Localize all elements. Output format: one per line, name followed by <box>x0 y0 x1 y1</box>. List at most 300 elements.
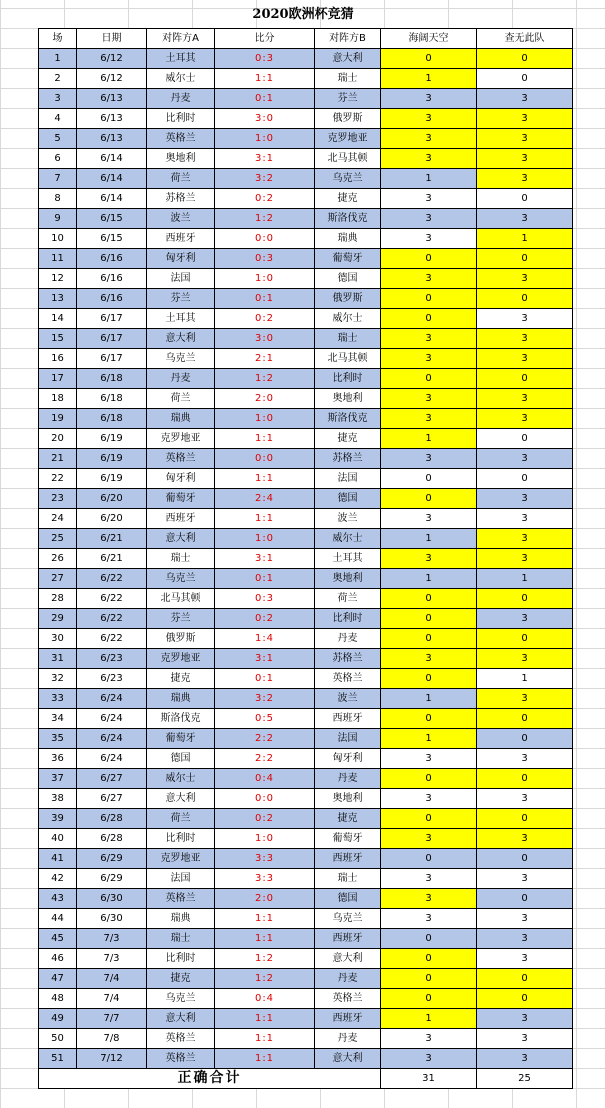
team-b-cell[interactable]: 德国 <box>315 489 381 509</box>
score-cell[interactable]: 3:3 <box>215 849 315 869</box>
match-number-cell[interactable]: 24 <box>39 509 77 529</box>
player2-points-cell[interactable]: 0 <box>477 849 573 869</box>
score-cell[interactable]: 3:1 <box>215 149 315 169</box>
date-cell[interactable]: 6/22 <box>77 629 147 649</box>
date-cell[interactable]: 6/20 <box>77 489 147 509</box>
team-a-cell[interactable]: 芬兰 <box>147 609 215 629</box>
team-a-cell[interactable]: 丹麦 <box>147 89 215 109</box>
match-number-cell[interactable]: 39 <box>39 809 77 829</box>
score-cell[interactable]: 1:1 <box>215 929 315 949</box>
team-a-cell[interactable]: 克罗地亚 <box>147 649 215 669</box>
team-a-cell[interactable]: 英格兰 <box>147 889 215 909</box>
team-b-cell[interactable]: 法国 <box>315 729 381 749</box>
score-cell[interactable]: 1:2 <box>215 969 315 989</box>
header-cell-team-b[interactable]: 对阵方B <box>315 29 381 49</box>
date-cell[interactable]: 6/22 <box>77 589 147 609</box>
score-cell[interactable]: 3:0 <box>215 329 315 349</box>
match-number-cell[interactable]: 48 <box>39 989 77 1009</box>
score-cell[interactable]: 1:0 <box>215 529 315 549</box>
score-cell[interactable]: 1:0 <box>215 829 315 849</box>
team-b-cell[interactable]: 俄罗斯 <box>315 109 381 129</box>
score-cell[interactable]: 0:3 <box>215 49 315 69</box>
player2-points-cell[interactable]: 3 <box>477 749 573 769</box>
player2-points-cell[interactable]: 3 <box>477 1049 573 1069</box>
date-cell[interactable]: 6/23 <box>77 669 147 689</box>
player1-points-cell[interactable]: 0 <box>381 309 477 329</box>
score-cell[interactable]: 3:3 <box>215 869 315 889</box>
team-b-cell[interactable]: 意大利 <box>315 49 381 69</box>
player1-points-cell[interactable]: 3 <box>381 389 477 409</box>
date-cell[interactable]: 6/21 <box>77 549 147 569</box>
score-cell[interactable]: 1:1 <box>215 429 315 449</box>
team-a-cell[interactable]: 瑞典 <box>147 689 215 709</box>
match-number-cell[interactable]: 35 <box>39 729 77 749</box>
team-a-cell[interactable]: 英格兰 <box>147 129 215 149</box>
score-cell[interactable]: 1:0 <box>215 269 315 289</box>
date-cell[interactable]: 6/15 <box>77 229 147 249</box>
player1-points-cell[interactable]: 3 <box>381 1029 477 1049</box>
player1-points-cell[interactable]: 3 <box>381 829 477 849</box>
player1-points-cell[interactable]: 1 <box>381 69 477 89</box>
date-cell[interactable]: 6/21 <box>77 529 147 549</box>
match-number-cell[interactable]: 6 <box>39 149 77 169</box>
date-cell[interactable]: 7/8 <box>77 1029 147 1049</box>
player2-points-cell[interactable]: 0 <box>477 289 573 309</box>
match-number-cell[interactable]: 1 <box>39 49 77 69</box>
score-cell[interactable]: 1:1 <box>215 469 315 489</box>
player2-points-cell[interactable]: 0 <box>477 589 573 609</box>
header-cell-player2[interactable]: 查无此队 <box>477 29 573 49</box>
player2-points-cell[interactable]: 3 <box>477 929 573 949</box>
team-a-cell[interactable]: 意大利 <box>147 329 215 349</box>
team-b-cell[interactable]: 西班牙 <box>315 709 381 729</box>
team-b-cell[interactable]: 奥地利 <box>315 389 381 409</box>
date-cell[interactable]: 6/19 <box>77 449 147 469</box>
team-a-cell[interactable]: 瑞典 <box>147 909 215 929</box>
team-b-cell[interactable]: 乌克兰 <box>315 169 381 189</box>
player1-points-cell[interactable]: 0 <box>381 969 477 989</box>
match-number-cell[interactable]: 50 <box>39 1029 77 1049</box>
player1-points-cell[interactable]: 3 <box>381 549 477 569</box>
player1-points-cell[interactable]: 0 <box>381 849 477 869</box>
team-b-cell[interactable]: 捷克 <box>315 429 381 449</box>
team-a-cell[interactable]: 克罗地亚 <box>147 849 215 869</box>
date-cell[interactable]: 7/12 <box>77 1049 147 1069</box>
team-a-cell[interactable]: 土耳其 <box>147 309 215 329</box>
match-number-cell[interactable]: 14 <box>39 309 77 329</box>
match-number-cell[interactable]: 12 <box>39 269 77 289</box>
team-b-cell[interactable]: 捷克 <box>315 809 381 829</box>
player1-points-cell[interactable]: 1 <box>381 429 477 449</box>
team-b-cell[interactable]: 西班牙 <box>315 849 381 869</box>
player2-points-cell[interactable]: 3 <box>477 109 573 129</box>
team-b-cell[interactable]: 波兰 <box>315 689 381 709</box>
team-b-cell[interactable]: 瑞士 <box>315 869 381 889</box>
player1-points-cell[interactable]: 3 <box>381 749 477 769</box>
date-cell[interactable]: 6/24 <box>77 729 147 749</box>
player1-points-cell[interactable]: 3 <box>381 449 477 469</box>
player2-points-cell[interactable]: 3 <box>477 309 573 329</box>
team-b-cell[interactable]: 捷克 <box>315 189 381 209</box>
team-a-cell[interactable]: 匈牙利 <box>147 249 215 269</box>
team-b-cell[interactable]: 英格兰 <box>315 669 381 689</box>
score-cell[interactable]: 1:1 <box>215 69 315 89</box>
score-cell[interactable]: 0:1 <box>215 89 315 109</box>
team-b-cell[interactable]: 克罗地亚 <box>315 129 381 149</box>
date-cell[interactable]: 6/23 <box>77 649 147 669</box>
player1-points-cell[interactable]: 3 <box>381 229 477 249</box>
player2-points-cell[interactable]: 0 <box>477 709 573 729</box>
match-number-cell[interactable]: 15 <box>39 329 77 349</box>
player2-points-cell[interactable]: 0 <box>477 769 573 789</box>
player1-points-cell[interactable]: 1 <box>381 169 477 189</box>
player2-points-cell[interactable]: 0 <box>477 189 573 209</box>
team-a-cell[interactable]: 北马其顿 <box>147 589 215 609</box>
team-a-cell[interactable]: 丹麦 <box>147 369 215 389</box>
team-a-cell[interactable]: 芬兰 <box>147 289 215 309</box>
match-number-cell[interactable]: 9 <box>39 209 77 229</box>
date-cell[interactable]: 6/16 <box>77 249 147 269</box>
player2-points-cell[interactable]: 3 <box>477 649 573 669</box>
team-a-cell[interactable]: 英格兰 <box>147 1029 215 1049</box>
team-b-cell[interactable]: 乌克兰 <box>315 909 381 929</box>
player1-points-cell[interactable]: 0 <box>381 369 477 389</box>
date-cell[interactable]: 6/13 <box>77 109 147 129</box>
player2-points-cell[interactable]: 0 <box>477 729 573 749</box>
score-cell[interactable]: 0:3 <box>215 589 315 609</box>
match-number-cell[interactable]: 28 <box>39 589 77 609</box>
match-number-cell[interactable]: 40 <box>39 829 77 849</box>
match-number-cell[interactable]: 41 <box>39 849 77 869</box>
team-b-cell[interactable]: 西班牙 <box>315 929 381 949</box>
match-number-cell[interactable]: 11 <box>39 249 77 269</box>
date-cell[interactable]: 6/17 <box>77 349 147 369</box>
player1-points-cell[interactable]: 3 <box>381 149 477 169</box>
player1-points-cell[interactable]: 3 <box>381 129 477 149</box>
player2-points-cell[interactable]: 3 <box>477 209 573 229</box>
player2-points-cell[interactable]: 3 <box>477 449 573 469</box>
player1-points-cell[interactable]: 0 <box>381 929 477 949</box>
team-b-cell[interactable]: 苏格兰 <box>315 449 381 469</box>
match-number-cell[interactable]: 13 <box>39 289 77 309</box>
player1-points-cell[interactable]: 0 <box>381 469 477 489</box>
score-cell[interactable]: 0:1 <box>215 289 315 309</box>
match-number-cell[interactable]: 19 <box>39 409 77 429</box>
match-number-cell[interactable]: 32 <box>39 669 77 689</box>
score-cell[interactable]: 0:5 <box>215 709 315 729</box>
player2-points-cell[interactable]: 1 <box>477 569 573 589</box>
team-b-cell[interactable]: 丹麦 <box>315 769 381 789</box>
date-cell[interactable]: 6/18 <box>77 389 147 409</box>
match-number-cell[interactable]: 3 <box>39 89 77 109</box>
score-cell[interactable]: 0:2 <box>215 309 315 329</box>
player2-points-cell[interactable]: 3 <box>477 549 573 569</box>
team-b-cell[interactable]: 意大利 <box>315 1049 381 1069</box>
player1-points-cell[interactable]: 3 <box>381 889 477 909</box>
date-cell[interactable]: 6/13 <box>77 129 147 149</box>
score-cell[interactable]: 1:1 <box>215 1029 315 1049</box>
team-b-cell[interactable]: 意大利 <box>315 949 381 969</box>
player2-points-cell[interactable]: 0 <box>477 989 573 1009</box>
date-cell[interactable]: 6/30 <box>77 909 147 929</box>
player2-points-cell[interactable]: 3 <box>477 409 573 429</box>
match-number-cell[interactable]: 7 <box>39 169 77 189</box>
match-number-cell[interactable]: 4 <box>39 109 77 129</box>
date-cell[interactable]: 6/27 <box>77 789 147 809</box>
player1-points-cell[interactable]: 1 <box>381 569 477 589</box>
score-cell[interactable]: 2:4 <box>215 489 315 509</box>
player2-points-cell[interactable]: 3 <box>477 169 573 189</box>
team-b-cell[interactable]: 奥地利 <box>315 789 381 809</box>
team-b-cell[interactable]: 瑞士 <box>315 329 381 349</box>
match-number-cell[interactable]: 29 <box>39 609 77 629</box>
team-b-cell[interactable]: 丹麦 <box>315 1029 381 1049</box>
score-cell[interactable]: 0:2 <box>215 809 315 829</box>
date-cell[interactable]: 6/18 <box>77 409 147 429</box>
player2-points-cell[interactable]: 3 <box>477 909 573 929</box>
date-cell[interactable]: 6/24 <box>77 709 147 729</box>
header-cell-match[interactable]: 场 <box>39 29 77 49</box>
date-cell[interactable]: 6/19 <box>77 469 147 489</box>
team-b-cell[interactable]: 西班牙 <box>315 1009 381 1029</box>
total-player2-cell[interactable]: 25 <box>477 1069 573 1089</box>
player2-points-cell[interactable]: 0 <box>477 429 573 449</box>
player1-points-cell[interactable]: 0 <box>381 489 477 509</box>
team-b-cell[interactable]: 英格兰 <box>315 989 381 1009</box>
team-a-cell[interactable]: 葡萄牙 <box>147 729 215 749</box>
match-number-cell[interactable]: 2 <box>39 69 77 89</box>
date-cell[interactable]: 7/3 <box>77 949 147 969</box>
match-number-cell[interactable]: 5 <box>39 129 77 149</box>
match-number-cell[interactable]: 25 <box>39 529 77 549</box>
team-a-cell[interactable]: 捷克 <box>147 969 215 989</box>
player1-points-cell[interactable]: 3 <box>381 109 477 129</box>
score-cell[interactable]: 2:0 <box>215 389 315 409</box>
match-number-cell[interactable]: 46 <box>39 949 77 969</box>
player1-points-cell[interactable]: 0 <box>381 629 477 649</box>
player1-points-cell[interactable]: 3 <box>381 189 477 209</box>
team-a-cell[interactable]: 乌克兰 <box>147 989 215 1009</box>
score-cell[interactable]: 3:2 <box>215 169 315 189</box>
score-cell[interactable]: 2:0 <box>215 889 315 909</box>
player2-points-cell[interactable]: 3 <box>477 1029 573 1049</box>
team-a-cell[interactable]: 英格兰 <box>147 1049 215 1069</box>
team-a-cell[interactable]: 瑞典 <box>147 409 215 429</box>
team-a-cell[interactable]: 土耳其 <box>147 49 215 69</box>
team-a-cell[interactable]: 英格兰 <box>147 449 215 469</box>
player2-points-cell[interactable]: 3 <box>477 1009 573 1029</box>
score-cell[interactable]: 1:0 <box>215 409 315 429</box>
player2-points-cell[interactable]: 3 <box>477 529 573 549</box>
player2-points-cell[interactable]: 3 <box>477 389 573 409</box>
player2-points-cell[interactable]: 0 <box>477 249 573 269</box>
team-b-cell[interactable]: 丹麦 <box>315 969 381 989</box>
team-a-cell[interactable]: 法国 <box>147 269 215 289</box>
player1-points-cell[interactable]: 3 <box>381 329 477 349</box>
team-a-cell[interactable]: 俄罗斯 <box>147 629 215 649</box>
team-a-cell[interactable]: 奥地利 <box>147 149 215 169</box>
team-b-cell[interactable]: 葡萄牙 <box>315 249 381 269</box>
player2-points-cell[interactable]: 0 <box>477 469 573 489</box>
player2-points-cell[interactable]: 0 <box>477 49 573 69</box>
player2-points-cell[interactable]: 0 <box>477 69 573 89</box>
team-b-cell[interactable]: 葡萄牙 <box>315 829 381 849</box>
team-b-cell[interactable]: 北马其顿 <box>315 349 381 369</box>
date-cell[interactable]: 6/16 <box>77 269 147 289</box>
player1-points-cell[interactable]: 3 <box>381 89 477 109</box>
player2-points-cell[interactable]: 3 <box>477 789 573 809</box>
team-b-cell[interactable]: 斯洛伐克 <box>315 409 381 429</box>
score-cell[interactable]: 0:3 <box>215 249 315 269</box>
date-cell[interactable]: 6/28 <box>77 829 147 849</box>
score-cell[interactable]: 0:1 <box>215 669 315 689</box>
player2-points-cell[interactable]: 0 <box>477 369 573 389</box>
match-number-cell[interactable]: 23 <box>39 489 77 509</box>
score-cell[interactable]: 0:0 <box>215 449 315 469</box>
player2-points-cell[interactable]: 0 <box>477 629 573 649</box>
score-cell[interactable]: 1:1 <box>215 1009 315 1029</box>
date-cell[interactable]: 6/12 <box>77 69 147 89</box>
score-cell[interactable]: 0:0 <box>215 789 315 809</box>
team-a-cell[interactable]: 西班牙 <box>147 229 215 249</box>
player2-points-cell[interactable]: 3 <box>477 329 573 349</box>
score-cell[interactable]: 3:1 <box>215 549 315 569</box>
match-number-cell[interactable]: 36 <box>39 749 77 769</box>
score-cell[interactable]: 1:2 <box>215 949 315 969</box>
team-a-cell[interactable]: 威尔士 <box>147 69 215 89</box>
match-number-cell[interactable]: 17 <box>39 369 77 389</box>
player1-points-cell[interactable]: 3 <box>381 909 477 929</box>
date-cell[interactable]: 6/17 <box>77 309 147 329</box>
match-number-cell[interactable]: 33 <box>39 689 77 709</box>
player1-points-cell[interactable]: 3 <box>381 789 477 809</box>
header-cell-date[interactable]: 日期 <box>77 29 147 49</box>
date-cell[interactable]: 6/24 <box>77 749 147 769</box>
date-cell[interactable]: 7/4 <box>77 989 147 1009</box>
team-a-cell[interactable]: 瑞士 <box>147 929 215 949</box>
score-cell[interactable]: 0:4 <box>215 769 315 789</box>
player2-points-cell[interactable]: 3 <box>477 89 573 109</box>
team-b-cell[interactable]: 斯洛伐克 <box>315 209 381 229</box>
match-number-cell[interactable]: 43 <box>39 889 77 909</box>
date-cell[interactable]: 6/14 <box>77 149 147 169</box>
score-cell[interactable]: 2:2 <box>215 749 315 769</box>
score-cell[interactable]: 0:0 <box>215 229 315 249</box>
match-number-cell[interactable]: 18 <box>39 389 77 409</box>
player2-points-cell[interactable]: 3 <box>477 829 573 849</box>
date-cell[interactable]: 6/15 <box>77 209 147 229</box>
score-cell[interactable]: 1:4 <box>215 629 315 649</box>
team-a-cell[interactable]: 乌克兰 <box>147 349 215 369</box>
score-cell[interactable]: 1:2 <box>215 209 315 229</box>
team-b-cell[interactable]: 奥地利 <box>315 569 381 589</box>
team-b-cell[interactable]: 匈牙利 <box>315 749 381 769</box>
player1-points-cell[interactable]: 0 <box>381 49 477 69</box>
player1-points-cell[interactable]: 3 <box>381 509 477 529</box>
match-number-cell[interactable]: 37 <box>39 769 77 789</box>
match-number-cell[interactable]: 34 <box>39 709 77 729</box>
date-cell[interactable]: 6/17 <box>77 329 147 349</box>
team-b-cell[interactable]: 北马其顿 <box>315 149 381 169</box>
team-a-cell[interactable]: 捷克 <box>147 669 215 689</box>
player1-points-cell[interactable]: 0 <box>381 949 477 969</box>
score-cell[interactable]: 2:1 <box>215 349 315 369</box>
date-cell[interactable]: 6/19 <box>77 429 147 449</box>
match-number-cell[interactable]: 22 <box>39 469 77 489</box>
date-cell[interactable]: 6/29 <box>77 849 147 869</box>
match-number-cell[interactable]: 51 <box>39 1049 77 1069</box>
total-label[interactable]: 正确合计 <box>39 1069 381 1089</box>
team-a-cell[interactable]: 德国 <box>147 749 215 769</box>
player2-points-cell[interactable]: 1 <box>477 669 573 689</box>
team-a-cell[interactable]: 斯洛伐克 <box>147 709 215 729</box>
player2-points-cell[interactable]: 0 <box>477 969 573 989</box>
match-number-cell[interactable]: 10 <box>39 229 77 249</box>
player1-points-cell[interactable]: 1 <box>381 689 477 709</box>
team-a-cell[interactable]: 意大利 <box>147 529 215 549</box>
date-cell[interactable]: 7/7 <box>77 1009 147 1029</box>
match-number-cell[interactable]: 44 <box>39 909 77 929</box>
team-b-cell[interactable]: 德国 <box>315 889 381 909</box>
date-cell[interactable]: 6/14 <box>77 189 147 209</box>
score-cell[interactable]: 1:1 <box>215 909 315 929</box>
player1-points-cell[interactable]: 1 <box>381 1009 477 1029</box>
player1-points-cell[interactable]: 0 <box>381 809 477 829</box>
team-a-cell[interactable]: 意大利 <box>147 1009 215 1029</box>
player1-points-cell[interactable]: 0 <box>381 669 477 689</box>
date-cell[interactable]: 6/20 <box>77 509 147 529</box>
player2-points-cell[interactable]: 3 <box>477 869 573 889</box>
team-a-cell[interactable]: 西班牙 <box>147 509 215 529</box>
player2-points-cell[interactable]: 3 <box>477 689 573 709</box>
player1-points-cell[interactable]: 0 <box>381 769 477 789</box>
date-cell[interactable]: 6/24 <box>77 689 147 709</box>
team-a-cell[interactable]: 法国 <box>147 869 215 889</box>
match-number-cell[interactable]: 20 <box>39 429 77 449</box>
date-cell[interactable]: 7/4 <box>77 969 147 989</box>
match-number-cell[interactable]: 30 <box>39 629 77 649</box>
date-cell[interactable]: 6/16 <box>77 289 147 309</box>
team-a-cell[interactable]: 威尔士 <box>147 769 215 789</box>
player1-points-cell[interactable]: 3 <box>381 209 477 229</box>
team-a-cell[interactable]: 比利时 <box>147 109 215 129</box>
match-number-cell[interactable]: 21 <box>39 449 77 469</box>
team-a-cell[interactable]: 苏格兰 <box>147 189 215 209</box>
match-number-cell[interactable]: 16 <box>39 349 77 369</box>
player2-points-cell[interactable]: 3 <box>477 609 573 629</box>
date-cell[interactable]: 6/29 <box>77 869 147 889</box>
header-cell-score[interactable]: 比分 <box>215 29 315 49</box>
match-number-cell[interactable]: 47 <box>39 969 77 989</box>
player2-points-cell[interactable]: 1 <box>477 229 573 249</box>
team-a-cell[interactable]: 匈牙利 <box>147 469 215 489</box>
date-cell[interactable]: 6/22 <box>77 569 147 589</box>
score-cell[interactable]: 1:1 <box>215 509 315 529</box>
player1-points-cell[interactable]: 3 <box>381 269 477 289</box>
team-b-cell[interactable]: 比利时 <box>315 609 381 629</box>
player2-points-cell[interactable]: 0 <box>477 809 573 829</box>
header-cell-player1[interactable]: 海阔天空 <box>381 29 477 49</box>
score-cell[interactable]: 0:2 <box>215 609 315 629</box>
date-cell[interactable]: 6/22 <box>77 609 147 629</box>
date-cell[interactable]: 6/18 <box>77 369 147 389</box>
player2-points-cell[interactable]: 0 <box>477 889 573 909</box>
score-cell[interactable]: 3:2 <box>215 689 315 709</box>
team-b-cell[interactable]: 比利时 <box>315 369 381 389</box>
score-cell[interactable]: 0:4 <box>215 989 315 1009</box>
score-cell[interactable]: 1:0 <box>215 129 315 149</box>
team-b-cell[interactable]: 瑞士 <box>315 69 381 89</box>
